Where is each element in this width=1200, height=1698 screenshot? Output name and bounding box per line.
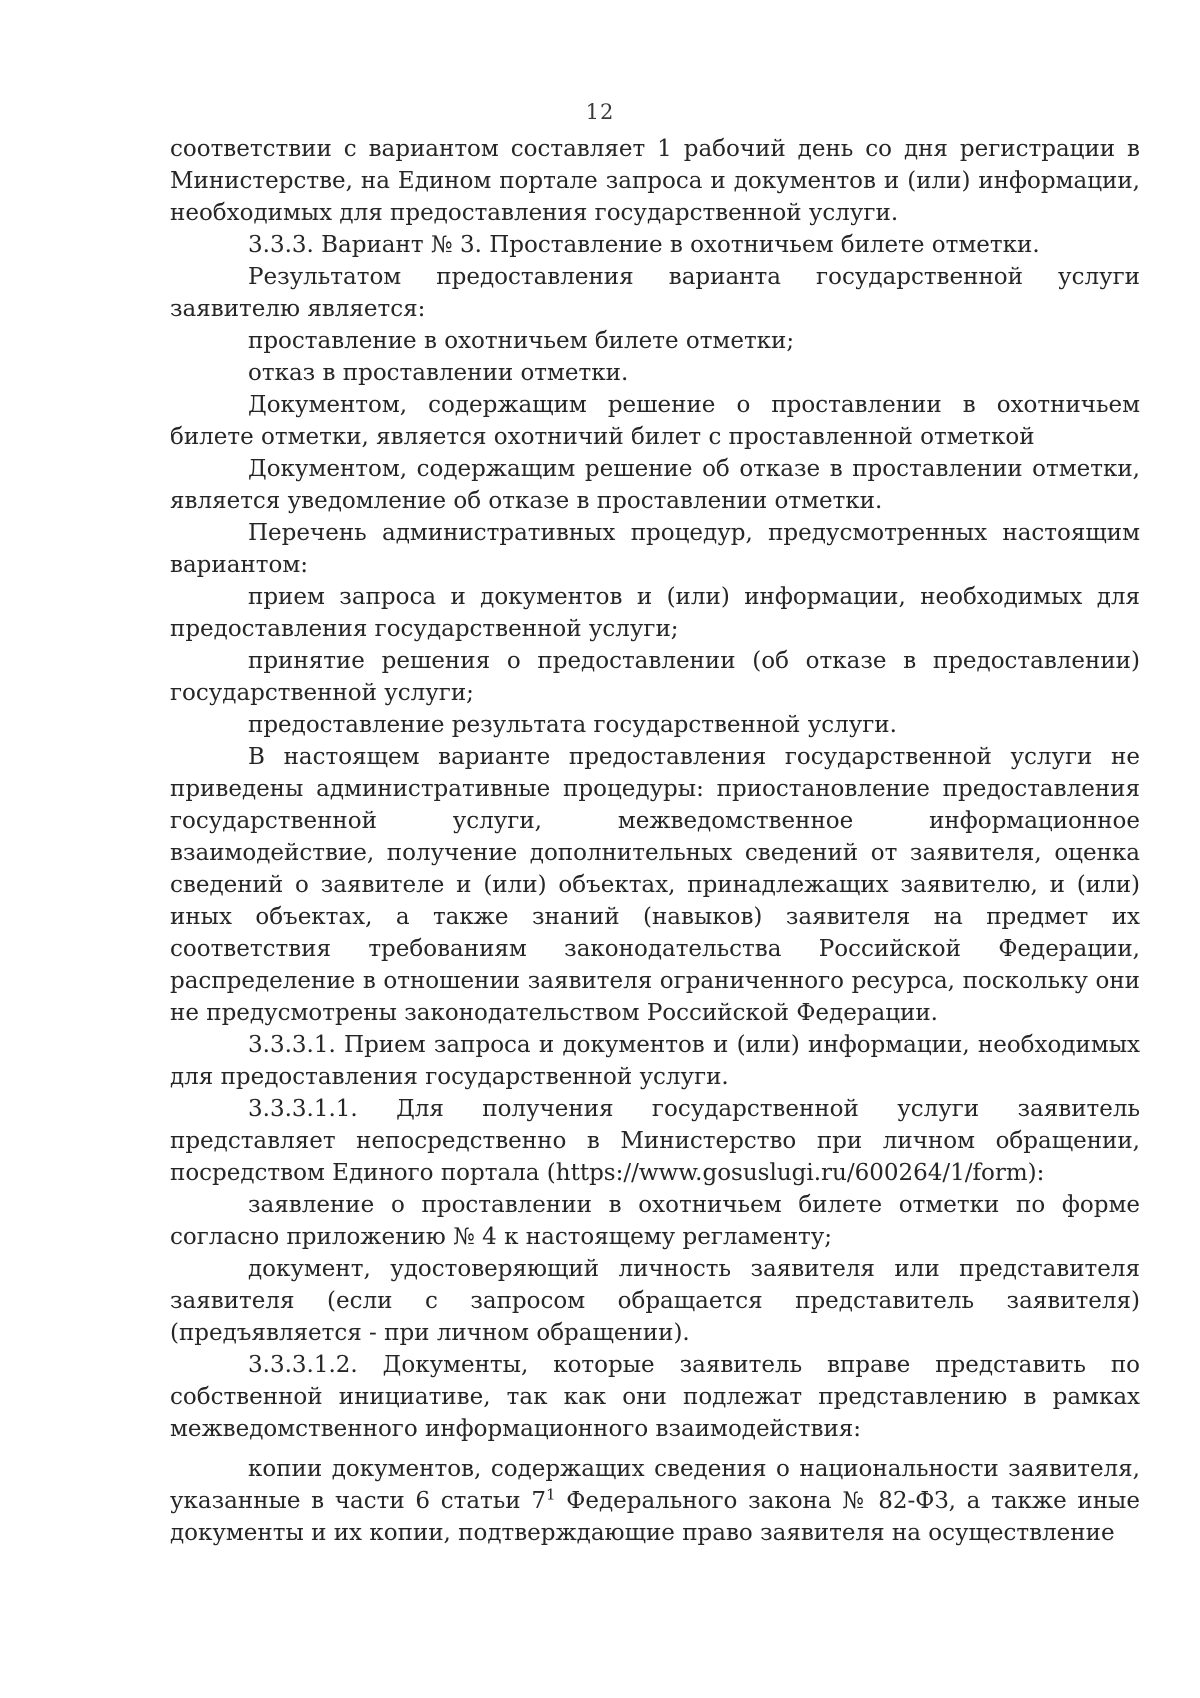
paragraph-text: копии документов, содержащих сведения о национальности заявителя, указанные в части 6 статьи 7 — [170, 1456, 1140, 1514]
paragraph-text: Федерального закона № 82-ФЗ, а также иные документы и их копии, подтверждающие право заявителя на осуществление — [170, 1488, 1140, 1546]
paragraph-with-footnote — [170, 1453, 1140, 1549]
list-item: принятие решения о предоставлении (об отказе в предоставлении) государственной услуги; — [170, 648, 1140, 706]
paragraph: В настоящем варианте предоставления государственной услуги не приведены административные процедуры: приостановление предоставления государственной услуги, межведомственное информационное взаимодействие, получение дополнительных сведений от заявителя, оценка сведений о заявителе и (или) объектах, принадлежащих заявителю, и (или) иных объектах, а также знаний (навыков) заявителя на предмет их соответствия требованиям законодательства Российской Федерации, распределение в отношении заявителя ограниченного ресурса, поскольку они не предусмотрены законодательством Российской Федерации. — [170, 744, 1140, 1026]
list-item: прием запроса и документов и (или) информации, необходимых для предоставления государственной услуги; — [170, 584, 1140, 642]
document-body — [170, 133, 1140, 1549]
paragraph: Документом, содержащим решение об отказе в проставлении отметки, является уведомление об отказе в проставлении отметки. — [170, 456, 1140, 514]
list-item: проставление в охотничьем билете отметки; — [248, 328, 795, 354]
list-item: заявление о проставлении в охотничьем билете отметки по форме согласно приложению № 4 к настоящему регламенту; — [170, 1192, 1140, 1250]
paragraph: Результатом предоставления варианта государственной услуги заявителю является: — [170, 264, 1140, 322]
paragraph: Перечень административных процедур, предусмотренных настоящим вариантом: — [170, 520, 1140, 578]
footnote-mark: 1 — [545, 1485, 556, 1504]
list-item: отказ в проставлении отметки. — [248, 360, 629, 386]
paragraph: соответствии с вариантом составляет 1 рабочий день со дня регистрации в Министерстве, на Едином портале запроса и документов и (или) информации, необходимых для предоставления государственной услуги. — [170, 136, 1140, 226]
section-heading-3-3-3: 3.3.3. Вариант № 3. Проставление в охотничьем билете отметки. — [248, 232, 1040, 258]
paragraph: 3.3.3.1.1. Для получения государственной услуги заявитель представляет непосредственно в Министерство при личном обращении, посредством Единого портала (https://www.gosuslugi.ru/600264/1/form): — [170, 1096, 1140, 1186]
paragraph: Документом, содержащим решение о проставлении в охотничьем билете отметки, является охотничий билет с проставленной отметкой — [170, 392, 1140, 450]
page-number: 12 — [585, 100, 615, 124]
section-heading-3-3-3-1: 3.3.3.1. Прием запроса и документов и (или) информации, необходимых для предоставления государственной услуги. — [170, 1032, 1140, 1090]
list-item: документ, удостоверяющий личность заявителя или представителя заявителя (если с запросом обращается представитель заявителя) (предъявляется - при личном обращении). — [170, 1256, 1140, 1346]
list-item: предоставление результата государственной услуги. — [248, 712, 897, 738]
paragraph: 3.3.3.1.2. Документы, которые заявитель вправе представить по собственной инициативе, так как они подлежат представлению в рамках межведомственного информационного взаимодействия: — [170, 1352, 1140, 1442]
